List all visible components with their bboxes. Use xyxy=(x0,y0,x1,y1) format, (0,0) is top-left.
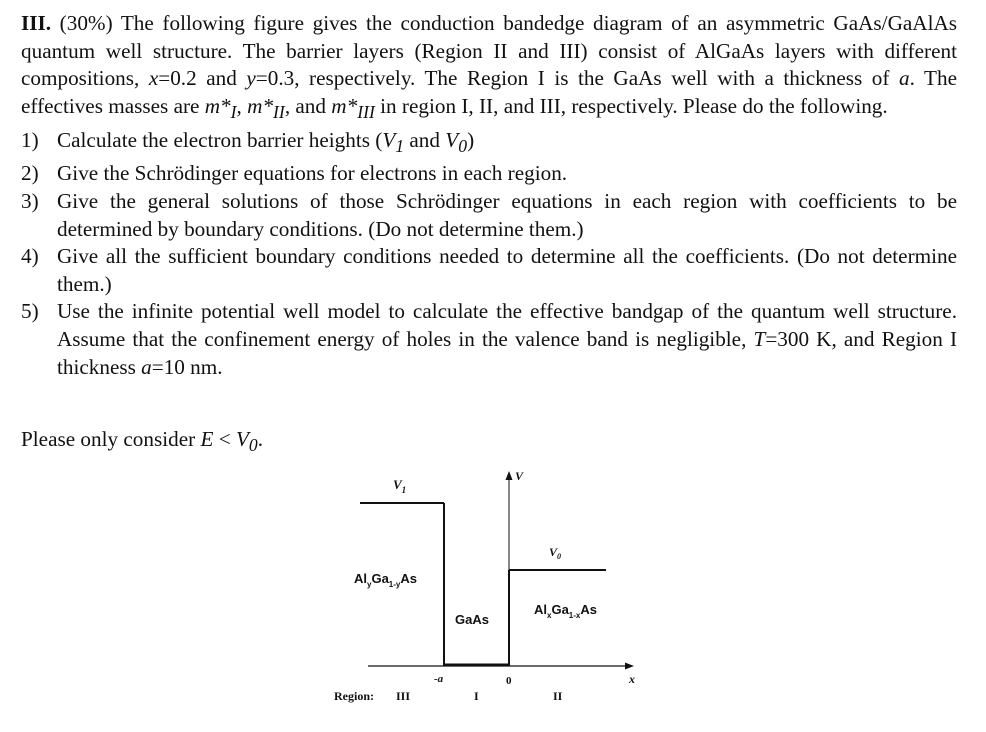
consider-note: Please only consider $E < V_0$. xyxy=(21,427,264,456)
question-2: 2) Give the Schrödinger equations for electrons in each region. xyxy=(21,161,568,186)
question-1: 1) Calculate the electron barrier heights ($V_1$ and $V_0$) xyxy=(21,127,475,156)
region-label: Region: xyxy=(334,689,374,703)
region-iii-material: $Al_yGa_{1-y}As$ xyxy=(354,571,417,589)
band-diagram xyxy=(320,462,650,712)
region-iii-label: III xyxy=(396,689,411,703)
question-4: 4) Give all the sufficient boundary conditions needed to determine all the coefficients. (Do not determine them.) xyxy=(21,244,957,296)
question-3: 3) Give the general solutions of those Schrödinger equations in each region with coefficients to be determined by boundary conditions. (Do not determine them.) xyxy=(21,189,957,241)
question-list xyxy=(21,127,957,382)
v-axis-label: V xyxy=(515,469,524,483)
x-axis-label: x xyxy=(629,672,635,686)
x-axis-arrowhead xyxy=(625,663,634,670)
region-i-label: I xyxy=(474,689,479,703)
v1-label: $V_1$ xyxy=(393,477,407,495)
v-axis-arrowhead xyxy=(506,471,513,480)
region-ii-label: II xyxy=(553,689,563,703)
region-ii-material: $Al_xGa_{1-x}As$ xyxy=(534,602,597,620)
tick-neg-a: -a xyxy=(434,673,444,685)
problem-weight: (30%) xyxy=(59,11,113,35)
problem-intro: III. (30%) The following figure gives the conduction bandedge diagram of an asymmetric GaAs/GaAlAs quantum well structure. The barrier layers (Region II and III) consist of AlGaAs layers with different compositions, x=0.2 and y=0.3, respectively. The Region I is the GaAs well with a thickness of a. The effectives masses are $m*_I$, $m*_{II}$, and $m*_{III}$ in region I, II, and III, respectively. Please do the following. xyxy=(21,11,958,123)
v0-label: $V_0$ xyxy=(549,545,562,561)
problem-number: III. xyxy=(21,11,52,35)
tick-zero: 0 xyxy=(506,675,512,687)
region-i-material: GaAs xyxy=(455,612,489,627)
question-5: 5) Use the infinite potential well model to calculate the effective bandgap of the quantum well structure. Assume that the confinement energy of holes in the valence band is negligible, T=300 K, and Region I thickness a=10 nm. xyxy=(21,299,957,379)
problem-statement xyxy=(21,10,957,381)
band-diagram-svg xyxy=(320,462,650,712)
